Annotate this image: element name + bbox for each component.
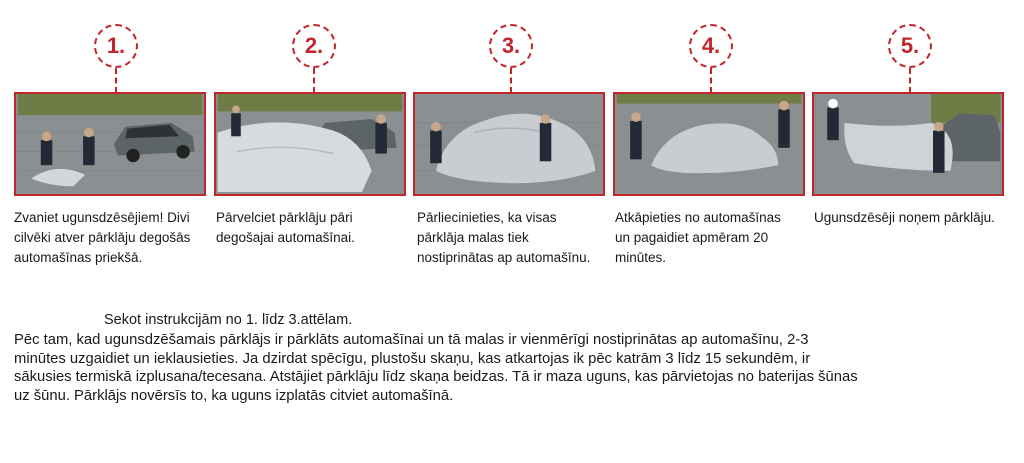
step-photo	[14, 92, 206, 196]
step-caption: Pārliecinieties, ka visas pārklāja malas tiek nostiprinātas ap automašīnu.	[417, 210, 591, 265]
step-photo	[413, 92, 605, 196]
step-caption: Ugunsdzēsēji noņem pārklāju.	[814, 210, 995, 225]
photo-secure-cover-edges	[415, 94, 603, 194]
instructions-line: Pēc tam, kad ugunsdzēšamais pārklājs ir pārklāts automašīnai un tā malas ir vienmērīgi nostiprinātas ap automašīnu, 2-3	[14, 332, 809, 348]
step-number: 1.	[94, 24, 138, 68]
step-number: 2.	[292, 24, 336, 68]
instructions-title: Sekot instrukcijām no 1. līdz 3.attēlam.	[104, 312, 353, 328]
photo-step-back-wait	[615, 94, 803, 194]
step-photo	[214, 92, 406, 196]
step-photo	[613, 92, 805, 196]
instructions-line: uz šūnu. Pārklājs novērsīs to, ka uguns izplatās citviet automašīnā.	[14, 387, 454, 404]
instructions-line: minūtes uzgaidiet un ieklausieties. Ja dzirdat spēcīgu, plustošu skaņu, kas atkartojas ik pēc katrām 3 līdz 15 sekundēm, ir	[14, 350, 811, 367]
photo-pull-cover-over-car	[216, 94, 404, 194]
step-caption: Atkāpieties no automašīnas un pagaidiet apmēram 20 minūtes.	[615, 210, 781, 265]
photo-people-unroll-cover	[16, 94, 204, 194]
step-photo	[812, 92, 1004, 196]
step-number: 3.	[489, 24, 533, 68]
step-number: 4.	[689, 24, 733, 68]
step-caption: Pārvelciet pārklāju pāri degošajai automašīnai.	[216, 210, 355, 245]
instructions-body	[14, 331, 1014, 405]
photo-remove-cover	[814, 94, 1002, 194]
step-number: 5.	[888, 24, 932, 68]
instructions-line: sākusies termiskā izplusana/tecesana. Atstājiet pārklāju līdz skaņa beidzas. Tā ir maza uguns, kas pārvietojas no baterijas šūnas	[14, 369, 858, 385]
step-caption: Zvaniet ugunsdzēsējiem! Divi cilvēki atver pārklāju degošās automašīnas priekšā.	[14, 210, 191, 265]
